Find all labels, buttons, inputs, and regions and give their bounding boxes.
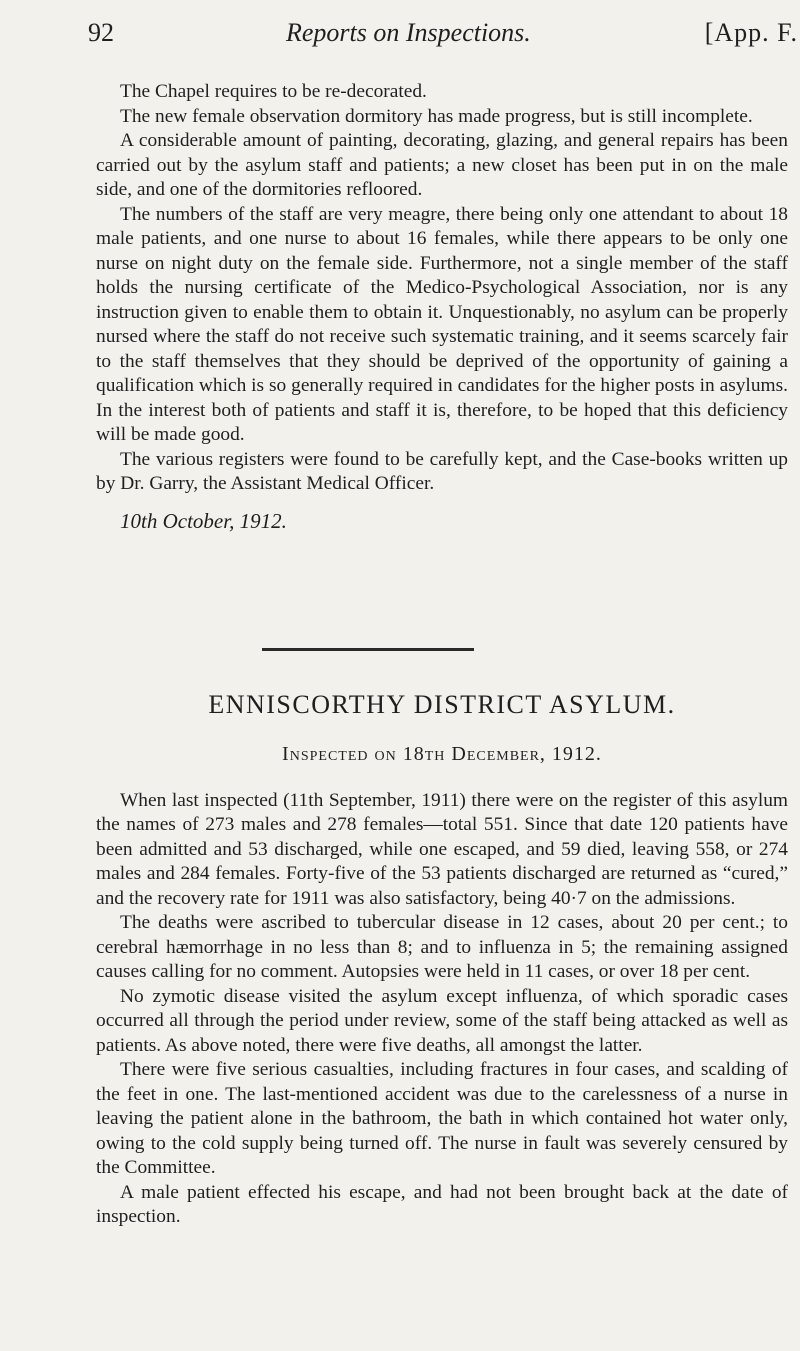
paragraph: A male patient effected his escape, and had not been brought back at the date of inspection. (96, 1181, 788, 1227)
paragraph: The numbers of the staff are very meagre, there being only one attendant to about 18 male patients, and one nurse to about 16 females, while there appears to be only one nurse on night duty on the female side. Furthermore, not a single member of the staff holds the nursing certificate of the Medico-Psychological Association, nor is any instruction given to enable them to obtain it. Unquestionably, no asylum can be properly nursed where the staff do not receive such systematic training, and it seems scarcely fair to the staff themselves that they should be deprived of the opportunity of gaining a qualification which is so generally required in candidates for the higher posts in asylums. In the interest both of patients and staff it is, therefore, to be hoped that this deficiency will be made good. (96, 203, 788, 445)
paragraph: The Chapel requires to be re-decorated. (120, 81, 427, 102)
paragraph: No zymotic disease visited the asylum except influenza, of which sporadic cases occurred all through the period under review, some of the staff being attacked as well as patients. As above noted, there were five deaths, all amongst the latter. (96, 985, 788, 1056)
paragraph: The various registers were found to be carefully kept, and the Case-books written up by Dr. Garry, the Assistant Medical Officer. (96, 448, 788, 494)
appendix-label: [App. F. (704, 18, 798, 47)
running-title: Reports on Inspections. (286, 18, 531, 47)
paragraph: There were five serious casualties, including fractures in four cases, and scalding of the feet in one. The last-mentioned accident was due to the carelessness of a nurse in leaving the patient alone in the bathroom, the bath in which contained hot water only, owing to the cold supply being turned off. The nurse in fault was severely censured by the Committee. (96, 1059, 788, 1178)
asylum-report-section (96, 690, 788, 1230)
dateline: 10th October, 1912. (120, 508, 287, 533)
paragraph: When last inspected (11th September, 1911) there were on the register of this asylum the names of 273 males and 278 females—total 551. Since that date 120 patients have been admitted and 53 discharged, while one escaped, and 59 died, leaving 558, or 274 males and 284 females. Forty-five of the 53 patients discharged are returned as “cured,” and the recovery rate for 1911 was also satisfactory, being 40·7 on the admissions. (96, 789, 788, 909)
previous-report-text (96, 80, 788, 533)
paragraph: A considerable amount of painting, decorating, glazing, and general repairs has been carried out by the asylum staff and patients; a new closet has been put in on the male side, and one of the dormitories refloored. (96, 130, 788, 200)
paragraph: The deaths were ascribed to tubercular disease in 12 cases, about 20 per cent.; to cerebral hæmorrhage in no less than 8; and to influenza in 5; the remaining assigned causes calling for no comment. Autopsies were held in 11 cases, or over 18 per cent. (96, 912, 788, 982)
section-subtitle: Inspected on 18th December, 1912. (282, 743, 602, 765)
section-divider (262, 648, 474, 651)
paragraph: The new female observation dormitory has made progress, but is still incomplete. (120, 105, 753, 127)
page-number: 92 (88, 18, 114, 47)
section-title: ENNISCORTHY DISTRICT ASYLUM. (208, 690, 676, 719)
running-header (88, 18, 798, 52)
